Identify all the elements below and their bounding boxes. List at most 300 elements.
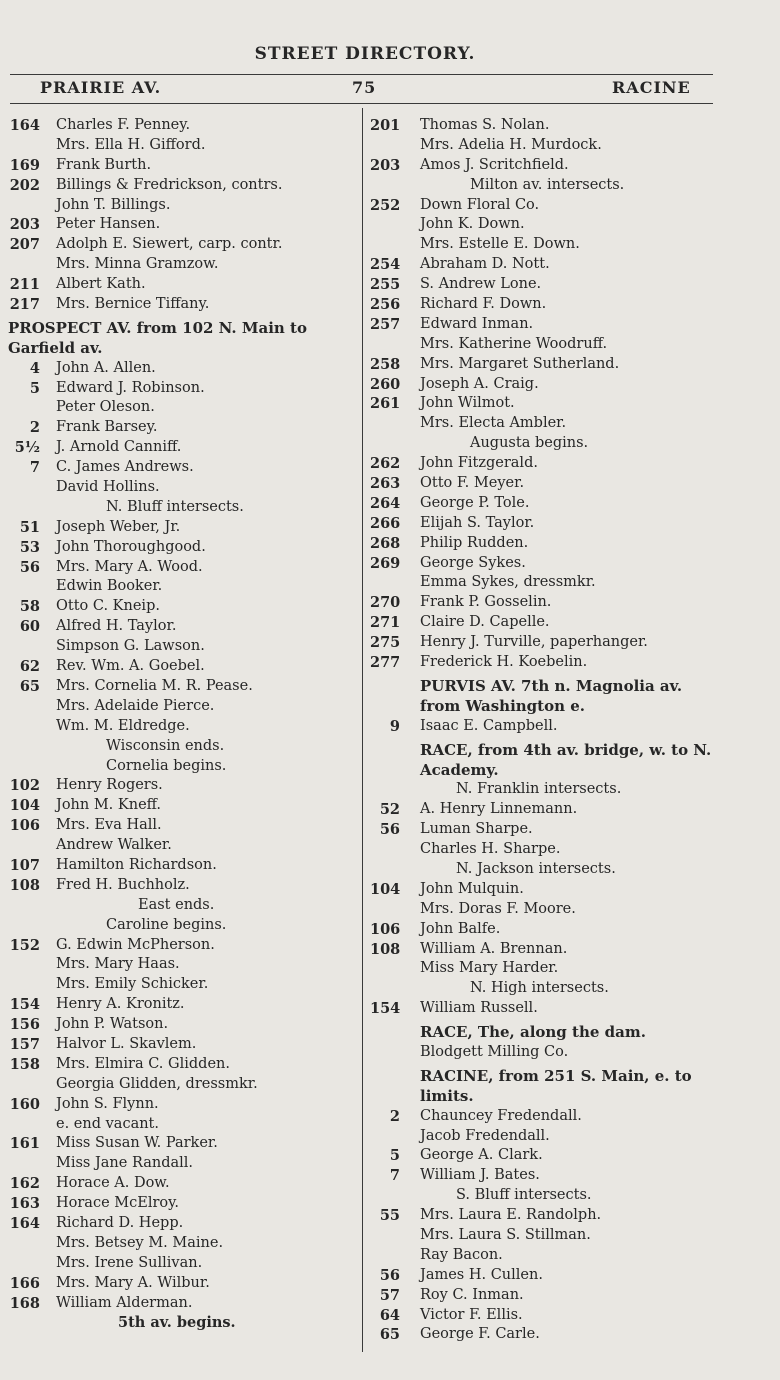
directory-entry: [370, 780, 730, 800]
resident-name: Mrs. Adelia H. Murdock.: [420, 136, 602, 153]
house-number: 7: [29, 459, 40, 477]
street-heading: PROSPECT AV. from 102 N. Main to: [8, 318, 307, 337]
resident-name: Jacob Fredendall.: [420, 1127, 550, 1144]
directory-entry: [6, 836, 356, 856]
house-number: 266: [370, 514, 401, 532]
cross-street-note: 5th av. begins.: [118, 1314, 236, 1332]
directory-entry: [6, 1095, 356, 1115]
directory-entry: [6, 975, 356, 995]
directory-entry: [370, 1107, 730, 1127]
directory-entry: [6, 136, 356, 156]
directory-entry: [370, 1146, 730, 1166]
directory-entry: [370, 1127, 730, 1147]
directory-entry: [370, 1043, 730, 1063]
house-number: 164: [9, 117, 40, 134]
resident-name: William A. Brennan.: [420, 940, 568, 957]
house-number: 2: [389, 1107, 400, 1125]
directory-entry: [6, 876, 356, 896]
street-heading: from Washington e.: [420, 696, 585, 715]
house-number: 166: [9, 1274, 40, 1292]
resident-name: Mrs. Mary A. Wood.: [56, 558, 203, 575]
directory-entry: [6, 1294, 356, 1314]
resident-name: David Hollins.: [56, 479, 160, 496]
house-number: 65: [19, 677, 40, 695]
directory-entry: [6, 458, 356, 478]
directory-entry: [6, 1075, 356, 1095]
resident-name: John S. Flynn.: [56, 1095, 159, 1112]
directory-entry: [370, 677, 730, 697]
resident-name: Frank Burth.: [56, 156, 152, 173]
house-number: 5: [29, 379, 40, 397]
directory-entry: [370, 235, 730, 255]
directory-entry: [370, 514, 730, 534]
directory-entry: [6, 339, 356, 359]
house-number: 64: [379, 1306, 400, 1324]
directory-entry: [370, 196, 730, 216]
resident-name: Andrew Walker.: [56, 837, 172, 854]
street-heading: limits.: [420, 1086, 474, 1105]
resident-name: Mrs. Estelle E. Down.: [420, 236, 580, 253]
directory-entry: [370, 1087, 730, 1107]
directory-entry: [6, 757, 356, 777]
street-heading: RACE, The, along the dam.: [420, 1023, 646, 1042]
cross-street-note: Caroline begins.: [106, 916, 227, 933]
house-number: 255: [370, 276, 401, 294]
house-number: 217: [9, 296, 40, 314]
directory-entry: [6, 558, 356, 578]
resident-name: Chauncey Fredendall.: [420, 1107, 582, 1124]
directory-entry: [6, 1115, 356, 1135]
house-number: 211: [9, 276, 40, 294]
running-header-left: PRAIRIE AV.: [40, 78, 162, 97]
directory-entry: [370, 741, 730, 761]
cross-street-note: N. Bluff intersects.: [106, 498, 244, 515]
resident-name: John Wilmot.: [420, 395, 515, 412]
house-number: 269: [370, 554, 401, 572]
directory-entry: [370, 1286, 730, 1306]
directory-entry: [370, 534, 730, 554]
directory-entry: [6, 116, 356, 136]
cross-street-note: N. High intersects.: [470, 980, 609, 997]
directory-entry: [370, 1206, 730, 1226]
resident-name: Henry Rogers.: [56, 777, 163, 794]
resident-name: George A. Clark.: [420, 1147, 543, 1164]
resident-name: e. end vacant.: [56, 1115, 159, 1132]
house-number: 256: [370, 296, 401, 314]
directory-entry: [6, 438, 356, 458]
directory-entry: [6, 478, 356, 498]
cross-street-note: Augusta begins.: [470, 435, 589, 452]
street-heading: RACE, from 4th av. bridge, w. to N.: [420, 740, 712, 759]
house-number: 275: [370, 634, 401, 652]
cross-street-note: N. Franklin intersects.: [456, 781, 622, 798]
directory-entry: [6, 1174, 356, 1194]
house-number: 169: [9, 156, 40, 174]
cross-street-note: Cornelia begins.: [106, 757, 227, 774]
directory-entry: [6, 275, 356, 295]
resident-name: William J. Bates.: [420, 1167, 540, 1184]
directory-entry: [6, 896, 356, 916]
house-number: 2: [29, 419, 40, 437]
resident-name: John P. Watson.: [56, 1016, 169, 1033]
resident-name: George F. Carle.: [420, 1326, 540, 1343]
directory-entry: [370, 554, 730, 574]
house-number: 262: [370, 455, 401, 473]
house-number: 108: [370, 940, 401, 958]
house-number: 260: [370, 375, 401, 393]
directory-entry: [370, 1325, 730, 1345]
resident-name: Charles H. Sharpe.: [420, 841, 561, 858]
house-number: 152: [9, 936, 40, 954]
house-number: 270: [370, 594, 401, 612]
resident-name: Halvor L. Skavlem.: [56, 1035, 197, 1052]
directory-entry: [370, 494, 730, 514]
directory-entry: [370, 697, 730, 717]
house-number: 202: [9, 176, 40, 194]
resident-name: J. Arnold Canniff.: [56, 439, 182, 456]
resident-name: Billings & Fredrickson, contrs.: [56, 176, 283, 193]
house-number: 106: [370, 920, 401, 938]
house-number: 57: [379, 1286, 400, 1304]
resident-name: Mrs. Laura S. Stillman.: [420, 1226, 591, 1243]
resident-name: Peter Oleson.: [56, 399, 155, 416]
house-number: 56: [379, 821, 400, 839]
resident-name: Peter Hansen.: [56, 216, 161, 233]
resident-name: John K. Down.: [420, 216, 525, 233]
street-heading: Garfield av.: [8, 338, 103, 357]
directory-entry: [6, 319, 356, 339]
resident-name: Philip Rudden.: [420, 534, 529, 551]
resident-name: Mrs. Ella H. Gifford.: [56, 136, 206, 153]
resident-name: Otto F. Meyer.: [420, 475, 525, 492]
resident-name: Claire D. Capelle.: [420, 614, 550, 631]
house-number: 58: [19, 598, 40, 616]
house-number: 168: [9, 1294, 40, 1312]
house-number: 9: [389, 717, 400, 735]
resident-name: John Mulquin.: [420, 880, 524, 897]
street-heading: RACINE, from 251 S. Main, e. to: [420, 1066, 692, 1085]
resident-name: Abraham D. Nott.: [420, 256, 550, 273]
resident-name: Simpson G. Lawson.: [56, 638, 205, 655]
directory-entry: [6, 677, 356, 697]
resident-name: S. Andrew Lone.: [420, 276, 542, 293]
resident-name: Georgia Glidden, dressmkr.: [56, 1075, 258, 1092]
resident-name: Emma Sykes, dressmkr.: [420, 574, 596, 591]
directory-entry: [6, 215, 356, 235]
resident-name: George P. Tole.: [420, 494, 530, 511]
directory-entry: [370, 1067, 730, 1087]
directory-entry: [370, 653, 730, 673]
resident-name: John T. Billings.: [56, 196, 171, 213]
directory-entry: [370, 315, 730, 335]
resident-name: Mrs. Irene Sullivan.: [56, 1254, 203, 1271]
directory-entry: [370, 999, 730, 1019]
directory-entry: [6, 156, 356, 176]
resident-name: Mrs. Elmira C. Glidden.: [56, 1055, 230, 1072]
street-heading: PURVIS AV. 7th n. Magnolia av.: [420, 676, 683, 695]
resident-name: Mrs. Minna Gramzow.: [56, 256, 219, 273]
resident-name: James H. Cullen.: [420, 1266, 543, 1283]
resident-name: Wm. M. Eldredge.: [56, 717, 190, 734]
resident-name: Mrs. Eva Hall.: [56, 817, 162, 834]
directory-entry: [370, 1186, 730, 1206]
directory-entry: [6, 1035, 356, 1055]
resident-name: Hamilton Richardson.: [56, 856, 217, 873]
house-number: 203: [9, 216, 40, 234]
house-number: 201: [370, 117, 401, 134]
resident-name: Miss Mary Harder.: [420, 960, 559, 977]
house-number: 62: [19, 658, 40, 676]
house-number: 65: [379, 1326, 400, 1344]
house-number: 277: [370, 654, 401, 672]
house-number: 268: [370, 534, 401, 552]
resident-name: John Fitzgerald.: [420, 455, 538, 472]
directory-entry: [370, 156, 730, 176]
house-number: 107: [9, 856, 40, 874]
directory-entry: [6, 1015, 356, 1035]
directory-entry: [370, 116, 730, 136]
resident-name: John A. Allen.: [56, 359, 156, 376]
directory-entry: [6, 1154, 356, 1174]
resident-name: Mrs. Electa Ambler.: [420, 415, 567, 432]
directory-entry: [370, 454, 730, 474]
directory-entry: [370, 295, 730, 315]
house-number: 5½: [14, 439, 40, 457]
resident-name: Frank P. Gosselin.: [420, 594, 552, 611]
resident-name: Roy C. Inman.: [420, 1286, 524, 1303]
directory-entry: [6, 1194, 356, 1214]
directory-entry: [370, 275, 730, 295]
directory-entry: [6, 1214, 356, 1234]
directory-entry: [6, 255, 356, 275]
house-number: 154: [9, 996, 40, 1014]
directory-entry: [370, 840, 730, 860]
directory-entry: [6, 717, 356, 737]
directory-entry: [370, 434, 730, 454]
directory-entry: [370, 593, 730, 613]
directory-entry: [370, 959, 730, 979]
resident-name: Mrs. Emily Schicker.: [56, 976, 209, 993]
directory-entry: [370, 1306, 730, 1326]
house-number: 106: [9, 817, 40, 835]
directory-entry: [6, 577, 356, 597]
house-number: 60: [19, 618, 40, 636]
directory-entry: [370, 1166, 730, 1186]
resident-name: G. Edwin McPherson.: [56, 936, 215, 953]
directory-entry: [370, 335, 730, 355]
directory-entry: [370, 940, 730, 960]
directory-entry: [370, 215, 730, 235]
house-number: 161: [9, 1135, 40, 1153]
directory-entry: [370, 820, 730, 840]
resident-name: Henry J. Turville, paperhanger.: [420, 634, 648, 651]
house-number: 104: [9, 797, 40, 815]
resident-name: Joseph A. Craig.: [420, 375, 539, 392]
resident-name: Frederick H. Koebelin.: [420, 654, 588, 671]
resident-name: Miss Jane Randall.: [56, 1155, 194, 1172]
resident-name: Elijah S. Taylor.: [420, 514, 535, 531]
directory-entry: [6, 176, 356, 196]
directory-entry: [6, 518, 356, 538]
directory-entry: [370, 717, 730, 737]
house-number: 264: [370, 494, 401, 512]
page-number: 75: [352, 78, 377, 97]
directory-entry: [6, 398, 356, 418]
house-number: 203: [370, 156, 401, 174]
directory-entry: [6, 1274, 356, 1294]
resident-name: Ray Bacon.: [420, 1246, 503, 1263]
directory-entry: [370, 979, 730, 999]
resident-name: William Alderman.: [56, 1294, 193, 1311]
resident-name: Victor F. Ellis.: [420, 1306, 523, 1323]
directory-entry: [370, 414, 730, 434]
resident-name: Mrs. Bernice Tiffany.: [56, 296, 210, 313]
resident-name: Amos J. Scritchfield.: [420, 156, 569, 173]
directory-entry: [370, 1226, 730, 1246]
resident-name: John Balfe.: [420, 920, 501, 937]
directory-entry: [6, 637, 356, 657]
resident-name: Mrs. Mary Haas.: [56, 956, 180, 973]
cross-street-note: S. Bluff intersects.: [456, 1187, 592, 1204]
resident-name: Frank Barsey.: [56, 419, 158, 436]
directory-entry: [6, 359, 356, 379]
resident-name: George Sykes.: [420, 554, 526, 571]
house-number: 5: [389, 1147, 400, 1165]
resident-name: Henry A. Kronitz.: [56, 996, 185, 1013]
directory-entry: [6, 498, 356, 518]
directory-entry: [6, 235, 356, 255]
directory-entry: [6, 1234, 356, 1254]
resident-name: John M. Kneff.: [56, 797, 162, 814]
directory-entry: [6, 697, 356, 717]
house-number: 157: [9, 1035, 40, 1053]
directory-entry: [6, 597, 356, 617]
house-number: 162: [9, 1175, 40, 1193]
directory-entry: [370, 633, 730, 653]
resident-name: Down Floral Co.: [420, 196, 540, 213]
resident-name: Richard F. Down.: [420, 296, 547, 313]
directory-entry: [6, 856, 356, 876]
resident-name: Joseph Weber, Jr.: [56, 518, 181, 535]
house-number: 53: [19, 538, 40, 556]
directory-entry: [6, 379, 356, 399]
directory-entry: [6, 916, 356, 936]
cross-street-note: N. Jackson intersects.: [456, 860, 616, 877]
directory-entry: [6, 295, 356, 315]
directory-entry: [370, 800, 730, 820]
header-rule-bottom: [10, 103, 713, 104]
house-number: 160: [9, 1095, 40, 1113]
resident-name: Mrs. Betsey M. Maine.: [56, 1234, 224, 1251]
house-number: 52: [379, 801, 400, 819]
directory-entry: [370, 860, 730, 880]
resident-name: William Russell.: [420, 1000, 538, 1017]
directory-entry: [6, 1313, 356, 1333]
house-number: 158: [9, 1055, 40, 1073]
directory-entry: [370, 255, 730, 275]
resident-name: Miss Susan W. Parker.: [56, 1135, 218, 1152]
directory-entry: [370, 573, 730, 593]
house-number: 104: [370, 880, 401, 898]
resident-name: Charles F. Penney.: [56, 117, 191, 133]
house-number: 4: [29, 359, 40, 377]
resident-name: Rev. Wm. A. Goebel.: [56, 658, 205, 675]
resident-name: Mrs. Katherine Woodruff.: [420, 335, 608, 352]
directory-entry: [6, 995, 356, 1015]
house-number: 102: [9, 777, 40, 795]
house-number: 56: [379, 1266, 400, 1284]
house-number: 55: [379, 1207, 400, 1225]
cross-street-note: Wisconsin ends.: [106, 737, 225, 754]
directory-entry: [370, 1246, 730, 1266]
directory-entry: [370, 900, 730, 920]
resident-name: Isaac E. Campbell.: [420, 717, 558, 734]
resident-name: Adolph E. Siewert, carp. contr.: [56, 236, 283, 253]
directory-entry: [370, 1266, 730, 1286]
right-column: [370, 116, 730, 1345]
directory-entry: [370, 136, 730, 156]
resident-name: Mrs. Margaret Sutherland.: [420, 355, 620, 372]
resident-name: Thomas S. Nolan.: [420, 117, 550, 133]
house-number: 271: [370, 614, 401, 632]
house-number: 108: [9, 876, 40, 894]
house-number: 257: [370, 315, 401, 333]
directory-entry: [6, 196, 356, 216]
resident-name: Mrs. Laura E. Randolph.: [420, 1207, 602, 1224]
resident-name: Otto C. Kneip.: [56, 598, 160, 615]
directory-entry: [6, 776, 356, 796]
resident-name: Albert Kath.: [56, 276, 146, 293]
directory-entry: [6, 617, 356, 637]
directory-entry: [370, 176, 730, 196]
directory-entry: [6, 657, 356, 677]
resident-name: Fred H. Buchholz.: [56, 876, 190, 893]
directory-entry: [370, 761, 730, 781]
directory-entry: [6, 538, 356, 558]
house-number: 164: [9, 1214, 40, 1232]
directory-entry: [6, 418, 356, 438]
running-header-right: RACINE: [612, 78, 691, 97]
resident-name: Alfred H. Taylor.: [56, 618, 177, 635]
house-number: 7: [389, 1167, 400, 1185]
street-heading: Academy.: [420, 760, 499, 779]
resident-name: Horace A. Dow.: [56, 1175, 170, 1192]
resident-name: Edward Inman.: [420, 315, 534, 332]
resident-name: A. Henry Linnemann.: [420, 801, 578, 818]
resident-name: Edwin Booker.: [56, 578, 163, 595]
directory-entry: [370, 474, 730, 494]
directory-entry: [370, 613, 730, 633]
resident-name: Edward J. Robinson.: [56, 379, 205, 396]
header-rule-top: [10, 74, 713, 75]
column-divider: [362, 108, 363, 1352]
resident-name: Mrs. Mary A. Wilbur.: [56, 1274, 210, 1291]
resident-name: Blodgett Milling Co.: [420, 1043, 569, 1060]
directory-entry: [6, 955, 356, 975]
directory-entry: [370, 880, 730, 900]
house-number: 207: [9, 236, 40, 254]
directory-entry: [6, 796, 356, 816]
page-title: STREET DIRECTORY.: [254, 44, 476, 64]
directory-entry: [370, 375, 730, 395]
directory-entry: [6, 1254, 356, 1274]
directory-entry: [6, 1055, 356, 1075]
house-number: 254: [370, 256, 401, 274]
directory-entry: [6, 1134, 356, 1154]
house-number: 263: [370, 475, 401, 493]
directory-entry: [370, 1023, 730, 1043]
resident-name: Luman Sharpe.: [420, 821, 533, 838]
